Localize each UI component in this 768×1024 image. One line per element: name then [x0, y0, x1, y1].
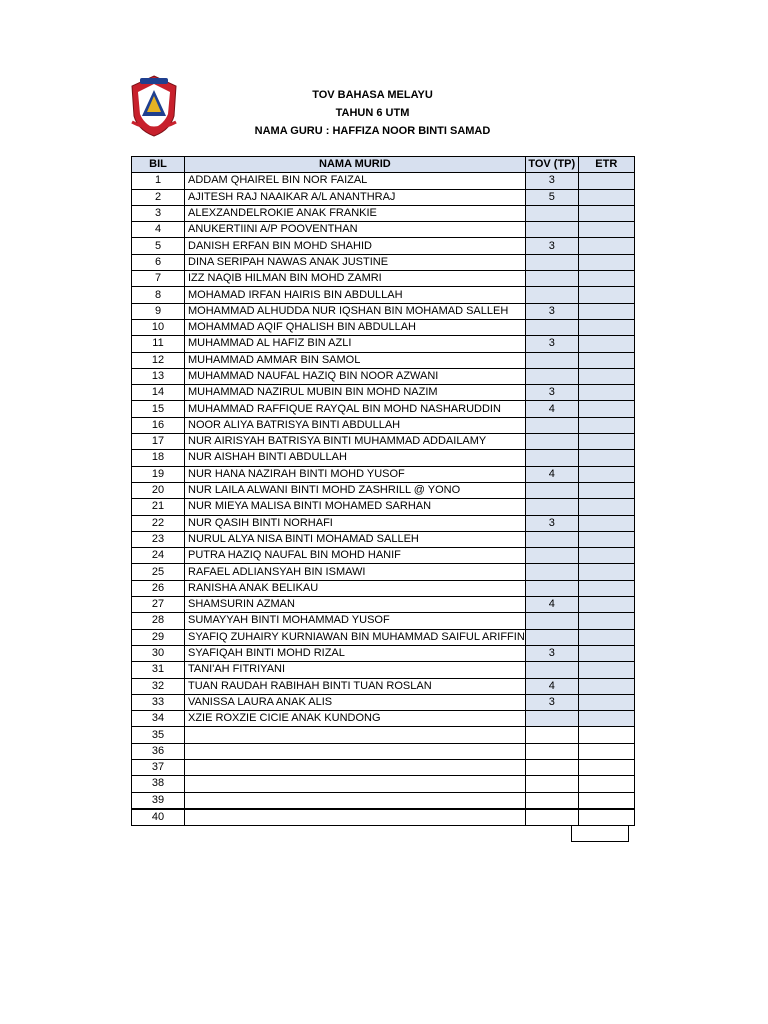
tov-score	[525, 662, 578, 678]
row-number: 18	[132, 450, 185, 466]
student-name: DINA SERIPAH NAWAS ANAK JUSTINE	[185, 254, 526, 270]
etr-score	[578, 580, 634, 596]
tov-score	[525, 434, 578, 450]
tov-score	[525, 222, 578, 238]
tov-score	[525, 580, 578, 596]
table-row	[132, 466, 635, 482]
table-row	[132, 303, 635, 319]
row-number: 14	[132, 385, 185, 401]
table-row	[132, 564, 635, 580]
row-number: 33	[132, 694, 185, 710]
table-row	[132, 482, 635, 498]
row-number: 3	[132, 205, 185, 221]
etr-score	[578, 205, 634, 221]
etr-score	[578, 401, 634, 417]
row-number: 2	[132, 189, 185, 205]
table-row	[132, 662, 635, 678]
row-number: 11	[132, 336, 185, 352]
row-number: 10	[132, 319, 185, 335]
tov-score	[525, 254, 578, 270]
tov-score	[525, 548, 578, 564]
etr-score	[578, 303, 634, 319]
etr-score	[578, 466, 634, 482]
row-number: 5	[132, 238, 185, 254]
tov-score: 4	[525, 401, 578, 417]
etr-score	[578, 287, 634, 303]
table-row	[132, 434, 635, 450]
student-name: NURUL ALYA NISA BINTI MOHAMAD SALLEH	[185, 531, 526, 547]
tov-score: 4	[525, 597, 578, 613]
tov-score	[525, 205, 578, 221]
etr-score	[578, 597, 634, 613]
document-header	[220, 86, 525, 140]
student-name: NUR LAILA ALWANI BINTI MOHD ZASHRILL @ YONO	[185, 482, 526, 498]
student-name: ADDAM QHAIREL BIN NOR FAIZAL	[185, 173, 526, 189]
table-row	[132, 205, 635, 221]
etr-score	[578, 662, 634, 678]
tov-score	[525, 450, 578, 466]
table-row	[132, 238, 635, 254]
etr-score	[578, 482, 634, 498]
tov-score: 3	[525, 385, 578, 401]
row-number: 13	[132, 368, 185, 384]
table-row	[132, 173, 635, 189]
tov-score	[525, 368, 578, 384]
tov-score: 3	[525, 694, 578, 710]
tov-score: 3	[525, 173, 578, 189]
etr-score	[578, 727, 634, 743]
etr-score	[578, 515, 634, 531]
table-row	[132, 792, 635, 809]
tov-score	[525, 417, 578, 433]
tov-score: 5	[525, 189, 578, 205]
etr-score	[578, 531, 634, 547]
student-name	[185, 809, 526, 826]
table-row	[132, 352, 635, 368]
etr-score	[578, 222, 634, 238]
row-number: 9	[132, 303, 185, 319]
table-row	[132, 776, 635, 792]
subject-title: TOV BAHASA MELAYU	[312, 89, 433, 101]
column-header-nama-murid: NAMA MURID	[185, 157, 526, 173]
etr-score	[578, 678, 634, 694]
etr-score	[578, 385, 634, 401]
table-row	[132, 254, 635, 270]
table-row	[132, 809, 635, 826]
tov-score	[525, 531, 578, 547]
row-number: 1	[132, 173, 185, 189]
row-number: 37	[132, 759, 185, 775]
student-name: ALEXZANDELROKIE ANAK FRANKIE	[185, 205, 526, 221]
student-name: IZZ NAQIB HILMAN BIN MOHD ZAMRI	[185, 271, 526, 287]
table-row	[132, 499, 635, 515]
row-number: 22	[132, 515, 185, 531]
student-name: PUTRA HAZIQ NAUFAL BIN MOHD HANIF	[185, 548, 526, 564]
student-name: RAFAEL ADLIANSYAH BIN ISMAWI	[185, 564, 526, 580]
tov-score: 3	[525, 515, 578, 531]
etr-extra-cell	[571, 825, 629, 842]
row-number: 20	[132, 482, 185, 498]
row-number: 36	[132, 743, 185, 759]
tov-score: 4	[525, 678, 578, 694]
row-number: 25	[132, 564, 185, 580]
tov-score	[525, 776, 578, 792]
etr-score	[578, 368, 634, 384]
etr-score	[578, 434, 634, 450]
student-name: VANISSA LAURA ANAK ALIS	[185, 694, 526, 710]
student-name	[185, 776, 526, 792]
tov-score	[525, 629, 578, 645]
etr-score	[578, 189, 634, 205]
tov-score: 3	[525, 336, 578, 352]
table-row	[132, 727, 635, 743]
tov-score	[525, 319, 578, 335]
student-name: SHAMSURIN AZMAN	[185, 597, 526, 613]
student-name: MUHAMMAD AMMAR BIN SAMOL	[185, 352, 526, 368]
etr-score	[578, 776, 634, 792]
row-number: 31	[132, 662, 185, 678]
tov-score	[525, 727, 578, 743]
column-header-bil: BIL	[132, 157, 185, 173]
row-number: 29	[132, 629, 185, 645]
student-name: XZIE ROXZIE CICIE ANAK KUNDONG	[185, 711, 526, 727]
column-header-tov: TOV (TP)	[525, 157, 578, 173]
row-number: 6	[132, 254, 185, 270]
teacher-name: NAMA GURU : HAFFIZA NOOR BINTI SAMAD	[254, 125, 491, 137]
student-name: MUHAMMAD NAZIRUL MUBIN BIN MOHD NAZIM	[185, 385, 526, 401]
student-name: MOHAMMAD ALHUDDA NUR IQSHAN BIN MOHAMAD SALLEH	[185, 303, 526, 319]
table-row	[132, 597, 635, 613]
table-row	[132, 271, 635, 287]
student-name	[185, 743, 526, 759]
tov-score	[525, 564, 578, 580]
row-number: 32	[132, 678, 185, 694]
student-name	[185, 759, 526, 775]
table-row	[132, 613, 635, 629]
student-name: MUHAMMAD RAFFIQUE RAYQAL BIN MOHD NASHARUDDIN	[185, 401, 526, 417]
student-table	[131, 156, 635, 826]
etr-score	[578, 450, 634, 466]
table-row	[132, 336, 635, 352]
etr-score	[578, 319, 634, 335]
etr-score	[578, 352, 634, 368]
table-row	[132, 189, 635, 205]
etr-score	[578, 743, 634, 759]
etr-score	[578, 564, 634, 580]
table-row	[132, 678, 635, 694]
student-name	[185, 727, 526, 743]
etr-score	[578, 499, 634, 515]
etr-score	[578, 711, 634, 727]
row-number: 34	[132, 711, 185, 727]
student-name: TUAN RAUDAH RABIHAH BINTI TUAN ROSLAN	[185, 678, 526, 694]
table-row	[132, 222, 635, 238]
etr-score	[578, 271, 634, 287]
table-row	[132, 385, 635, 401]
tov-score: 3	[525, 238, 578, 254]
student-name: ANUKERTIINI A/P POOVENTHAN	[185, 222, 526, 238]
etr-score	[578, 809, 634, 826]
row-number: 40	[132, 809, 185, 826]
table-row	[132, 711, 635, 727]
etr-score	[578, 548, 634, 564]
tov-score	[525, 352, 578, 368]
row-number: 27	[132, 597, 185, 613]
row-number: 21	[132, 499, 185, 515]
tov-score	[525, 711, 578, 727]
student-name: SUMAYYAH BINTI MOHAMMAD YUSOF	[185, 613, 526, 629]
table-row	[132, 531, 635, 547]
etr-score	[578, 792, 634, 809]
student-name: NUR HANA NAZIRAH BINTI MOHD YUSOF	[185, 466, 526, 482]
etr-score	[578, 238, 634, 254]
table-row	[132, 759, 635, 775]
table-row	[132, 417, 635, 433]
etr-score	[578, 629, 634, 645]
student-name: SYAFIQ ZUHAIRY KURNIAWAN BIN MUHAMMAD SAIFUL ARIFFIN	[185, 629, 526, 645]
tov-score: 3	[525, 645, 578, 661]
tov-score	[525, 759, 578, 775]
row-number: 24	[132, 548, 185, 564]
tov-score: 4	[525, 466, 578, 482]
tov-score	[525, 809, 578, 826]
row-number: 28	[132, 613, 185, 629]
etr-score	[578, 336, 634, 352]
tov-score	[525, 482, 578, 498]
row-number: 8	[132, 287, 185, 303]
table-row	[132, 580, 635, 596]
student-name: AJITESH RAJ NAAIKAR A/L ANANTHRAJ	[185, 189, 526, 205]
etr-score	[578, 759, 634, 775]
tov-score	[525, 792, 578, 809]
student-name: MOHAMMAD AQIF QHALISH BIN ABDULLAH	[185, 319, 526, 335]
student-name: NOOR ALIYA BATRISYA BINTI ABDULLAH	[185, 417, 526, 433]
table-row	[132, 287, 635, 303]
row-number: 26	[132, 580, 185, 596]
tov-score: 3	[525, 303, 578, 319]
row-number: 30	[132, 645, 185, 661]
table-row	[132, 694, 635, 710]
student-name: NUR AIRISYAH BATRISYA BINTI MUHAMMAD ADDAILAMY	[185, 434, 526, 450]
row-number: 23	[132, 531, 185, 547]
row-number: 16	[132, 417, 185, 433]
row-number: 15	[132, 401, 185, 417]
student-name: RANISHA ANAK BELIKAU	[185, 580, 526, 596]
student-name: TANI'AH FITRIYANI	[185, 662, 526, 678]
table-row	[132, 629, 635, 645]
table-row	[132, 743, 635, 759]
table-header-row	[132, 157, 635, 173]
tov-score	[525, 743, 578, 759]
class-title: TAHUN 6 UTM	[335, 107, 410, 119]
tov-score	[525, 613, 578, 629]
tov-score	[525, 271, 578, 287]
row-number: 19	[132, 466, 185, 482]
etr-score	[578, 645, 634, 661]
table-row	[132, 450, 635, 466]
student-name: NUR MIEYA MALISA BINTI MOHAMED SARHAN	[185, 499, 526, 515]
etr-score	[578, 694, 634, 710]
table-row	[132, 548, 635, 564]
student-name: NUR AISHAH BINTI ABDULLAH	[185, 450, 526, 466]
table-row	[132, 319, 635, 335]
table-row	[132, 645, 635, 661]
etr-score	[578, 613, 634, 629]
table-row	[132, 401, 635, 417]
row-number: 39	[132, 792, 185, 809]
student-name: MUHAMMAD NAUFAL HAZIQ BIN NOOR AZWANI	[185, 368, 526, 384]
column-header-etr: ETR	[578, 157, 634, 173]
row-number: 12	[132, 352, 185, 368]
etr-score	[578, 417, 634, 433]
student-name: NUR QASIH BINTI NORHAFI	[185, 515, 526, 531]
school-crest-icon	[126, 72, 182, 140]
student-name: SYAFIQAH BINTI MOHD RIZAL	[185, 645, 526, 661]
student-name	[185, 792, 526, 809]
etr-score	[578, 254, 634, 270]
row-number: 4	[132, 222, 185, 238]
tov-score	[525, 499, 578, 515]
student-name: DANISH ERFAN BIN MOHD SHAHID	[185, 238, 526, 254]
row-number: 38	[132, 776, 185, 792]
table-row	[132, 515, 635, 531]
row-number: 35	[132, 727, 185, 743]
table-row	[132, 368, 635, 384]
student-name: MOHAMAD IRFAN HAIRIS BIN ABDULLAH	[185, 287, 526, 303]
tov-score	[525, 287, 578, 303]
row-number: 7	[132, 271, 185, 287]
student-name: MUHAMMAD AL HAFIZ BIN AZLI	[185, 336, 526, 352]
etr-score	[578, 173, 634, 189]
row-number: 17	[132, 434, 185, 450]
